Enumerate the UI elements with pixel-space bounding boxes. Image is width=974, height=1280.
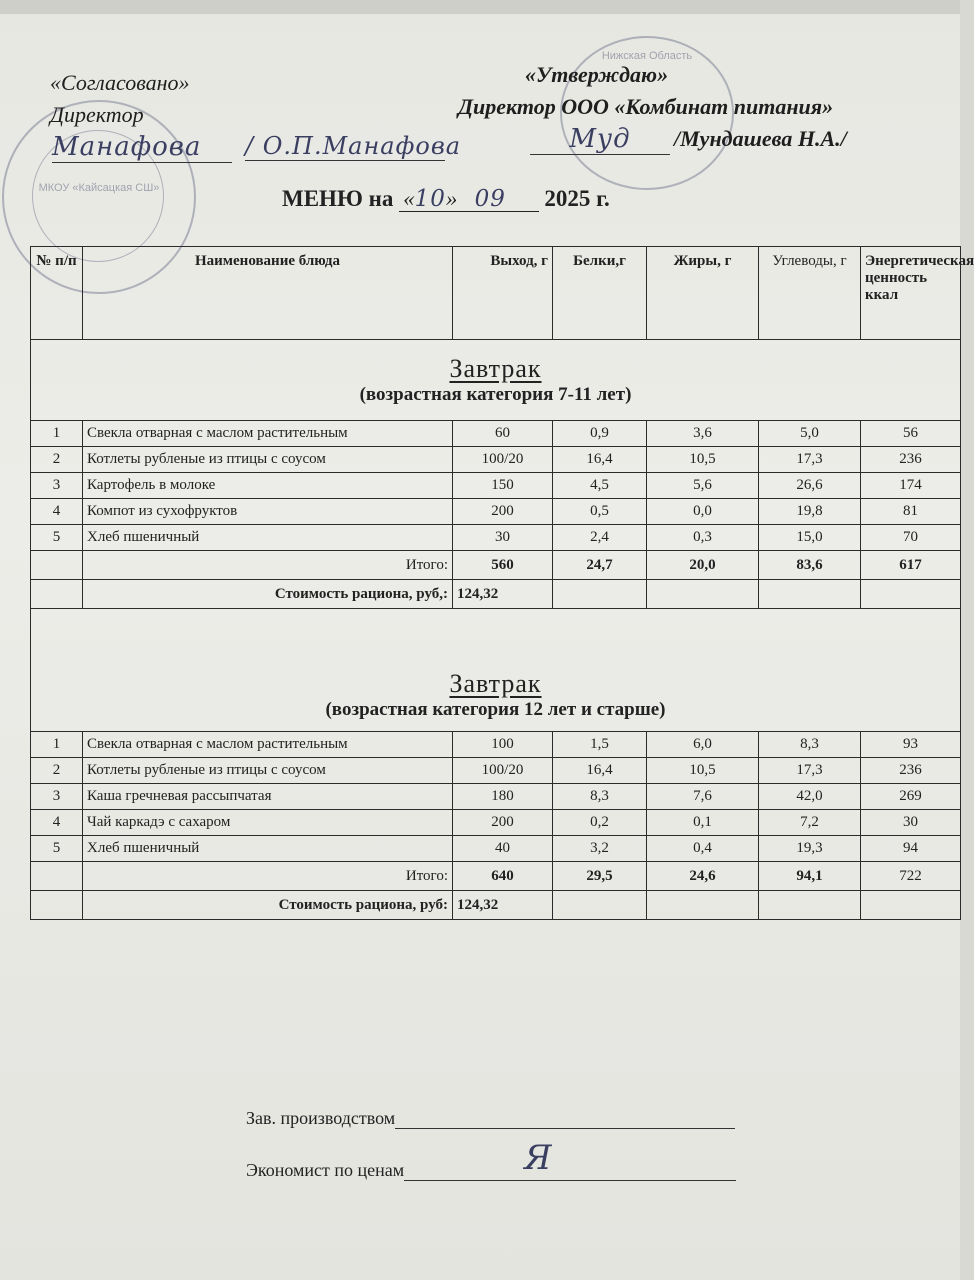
row-carbs: 5,0 bbox=[759, 421, 861, 447]
row-num: 5 bbox=[31, 525, 83, 551]
row-carbs: 15,0 bbox=[759, 525, 861, 551]
row-yield: 100/20 bbox=[453, 758, 553, 784]
row-protein: 8,3 bbox=[553, 784, 647, 810]
col-yield: Выход, г bbox=[453, 247, 553, 340]
row-yield: 200 bbox=[453, 499, 553, 525]
row-protein: 3,2 bbox=[553, 836, 647, 862]
total-fat: 20,0 bbox=[647, 551, 759, 580]
row-fat: 6,0 bbox=[647, 732, 759, 758]
cost-label: Стоимость рациона, руб: bbox=[83, 891, 453, 920]
col-name: Наименование блюда bbox=[83, 247, 453, 340]
row-name: Компот из сухофруктов bbox=[83, 499, 453, 525]
stamp-right-text: Нижская Область bbox=[601, 50, 693, 62]
table-row bbox=[31, 499, 961, 525]
row-yield: 100 bbox=[453, 732, 553, 758]
production-label: Зав. производством bbox=[246, 1108, 396, 1128]
approve-role: Директор ООО «Комбинат питания» bbox=[458, 94, 834, 119]
section-subtitle: (возрастная категория 12 лет и старше) bbox=[325, 699, 666, 720]
row-energy: 56 bbox=[861, 421, 961, 447]
row-name: Свекла отварная с маслом растительным bbox=[83, 732, 453, 758]
row-num: 3 bbox=[31, 473, 83, 499]
approve-label: «Утверждаю» bbox=[525, 62, 669, 87]
row-num: 3 bbox=[31, 784, 83, 810]
header-row bbox=[31, 247, 961, 340]
col-carbs: Углеводы, г bbox=[759, 247, 861, 340]
row-carbs: 42,0 bbox=[759, 784, 861, 810]
row-num: 4 bbox=[31, 499, 83, 525]
agreed-name: / О.П.Манафова bbox=[245, 132, 462, 160]
table-row bbox=[31, 758, 961, 784]
row-carbs: 17,3 bbox=[759, 758, 861, 784]
row-name: Картофель в молоке bbox=[83, 473, 453, 499]
row-fat: 0,0 bbox=[647, 499, 759, 525]
section-subtitle: (возрастная категория 7-11 лет) bbox=[359, 384, 632, 405]
row-energy: 236 bbox=[861, 447, 961, 473]
row-carbs: 19,3 bbox=[759, 836, 861, 862]
row-name: Котлеты рубленые из птицы с соусом bbox=[83, 447, 453, 473]
row-protein: 0,2 bbox=[553, 810, 647, 836]
row-energy: 174 bbox=[861, 473, 961, 499]
total-energy: 617 bbox=[861, 551, 961, 580]
row-num: 2 bbox=[31, 447, 83, 473]
total-row bbox=[31, 551, 961, 580]
row-energy: 30 bbox=[861, 810, 961, 836]
total-label: Итого: bbox=[83, 862, 453, 891]
row-fat: 0,3 bbox=[647, 525, 759, 551]
row-name: Хлеб пшеничный bbox=[83, 525, 453, 551]
section-header bbox=[31, 340, 961, 421]
col-protein: Белки,г bbox=[553, 247, 647, 340]
section-title: Завтрак bbox=[449, 669, 542, 698]
row-energy: 93 bbox=[861, 732, 961, 758]
total-yield: 560 bbox=[453, 551, 553, 580]
row-energy: 236 bbox=[861, 758, 961, 784]
title-prefix: МЕНЮ на bbox=[282, 186, 394, 211]
section-header bbox=[31, 609, 961, 732]
row-protein: 0,9 bbox=[553, 421, 647, 447]
total-row bbox=[31, 862, 961, 891]
title-month: 09 bbox=[474, 186, 506, 212]
economist-signature: Я bbox=[524, 1138, 553, 1178]
row-yield: 150 bbox=[453, 473, 553, 499]
row-energy: 269 bbox=[861, 784, 961, 810]
table-row bbox=[31, 473, 961, 499]
table-row bbox=[31, 447, 961, 473]
row-yield: 200 bbox=[453, 810, 553, 836]
row-protein: 2,4 bbox=[553, 525, 647, 551]
row-energy: 70 bbox=[861, 525, 961, 551]
col-energy: Энергетическая ценность ккал bbox=[861, 247, 961, 340]
stamp-left-text: МКОУ «Кайсацкая СШ» bbox=[38, 182, 160, 194]
title-day: 10 bbox=[414, 186, 446, 212]
row-fat: 3,6 bbox=[647, 421, 759, 447]
total-protein: 29,5 bbox=[553, 862, 647, 891]
approve-name: /Мундашева Н.А./ bbox=[674, 126, 847, 151]
row-num: 4 bbox=[31, 810, 83, 836]
row-carbs: 19,8 bbox=[759, 499, 861, 525]
row-protein: 1,5 bbox=[553, 732, 647, 758]
row-yield: 40 bbox=[453, 836, 553, 862]
title-date: «10» 09 bbox=[399, 186, 539, 212]
approve-signature: Муд bbox=[530, 124, 670, 155]
row-protein: 0,5 bbox=[553, 499, 647, 525]
production-signature-line bbox=[246, 1108, 735, 1129]
row-name: Хлеб пшеничный bbox=[83, 836, 453, 862]
col-fat: Жиры, г bbox=[647, 247, 759, 340]
total-carbs: 94,1 bbox=[759, 862, 861, 891]
total-yield: 640 bbox=[453, 862, 553, 891]
row-carbs: 8,3 bbox=[759, 732, 861, 758]
row-num: 2 bbox=[31, 758, 83, 784]
row-carbs: 17,3 bbox=[759, 447, 861, 473]
row-protein: 4,5 bbox=[553, 473, 647, 499]
row-name: Свекла отварная с маслом растительным bbox=[83, 421, 453, 447]
total-carbs: 83,6 bbox=[759, 551, 861, 580]
row-protein: 16,4 bbox=[553, 447, 647, 473]
row-fat: 7,6 bbox=[647, 784, 759, 810]
economist-signature-line bbox=[246, 1138, 736, 1181]
agreed-role: Директор bbox=[50, 102, 144, 127]
table-row bbox=[31, 810, 961, 836]
total-energy: 722 bbox=[861, 862, 961, 891]
row-carbs: 26,6 bbox=[759, 473, 861, 499]
paper-edge bbox=[0, 0, 960, 14]
cost-row bbox=[31, 891, 961, 920]
row-name: Каша гречневая рассыпчатая bbox=[83, 784, 453, 810]
table-row bbox=[31, 525, 961, 551]
table-row bbox=[31, 732, 961, 758]
row-protein: 16,4 bbox=[553, 758, 647, 784]
title-year: 2025 г. bbox=[544, 186, 610, 211]
row-name: Котлеты рубленые из птицы с соусом bbox=[83, 758, 453, 784]
row-energy: 94 bbox=[861, 836, 961, 862]
table-row bbox=[31, 836, 961, 862]
row-yield: 180 bbox=[453, 784, 553, 810]
row-num: 1 bbox=[31, 421, 83, 447]
agreed-signature: Манафова bbox=[52, 132, 232, 163]
row-num: 5 bbox=[31, 836, 83, 862]
total-protein: 24,7 bbox=[553, 551, 647, 580]
row-energy: 81 bbox=[861, 499, 961, 525]
table-row bbox=[31, 421, 961, 447]
cost-value: 124,32 bbox=[453, 891, 553, 920]
row-fat: 0,1 bbox=[647, 810, 759, 836]
col-num: № п/п bbox=[31, 247, 83, 340]
page-title bbox=[282, 186, 610, 212]
row-yield: 30 bbox=[453, 525, 553, 551]
cost-value: 124,32 bbox=[453, 580, 553, 609]
total-fat: 24,6 bbox=[647, 862, 759, 891]
row-fat: 5,6 bbox=[647, 473, 759, 499]
row-yield: 60 bbox=[453, 421, 553, 447]
economist-label: Экономист по ценам bbox=[246, 1160, 405, 1180]
row-num: 1 bbox=[31, 732, 83, 758]
row-fat: 10,5 bbox=[647, 758, 759, 784]
row-yield: 100/20 bbox=[453, 447, 553, 473]
row-carbs: 7,2 bbox=[759, 810, 861, 836]
row-fat: 10,5 bbox=[647, 447, 759, 473]
section-title: Завтрак bbox=[449, 354, 542, 383]
row-fat: 0,4 bbox=[647, 836, 759, 862]
cost-row bbox=[31, 580, 961, 609]
table-row bbox=[31, 784, 961, 810]
agreed-label: «Согласовано» bbox=[50, 70, 190, 95]
row-name: Чай каркадэ с сахаром bbox=[83, 810, 453, 836]
cost-label: Стоимость рациона, руб,: bbox=[83, 580, 453, 609]
menu-table bbox=[30, 246, 974, 920]
total-label: Итого: bbox=[83, 551, 453, 580]
